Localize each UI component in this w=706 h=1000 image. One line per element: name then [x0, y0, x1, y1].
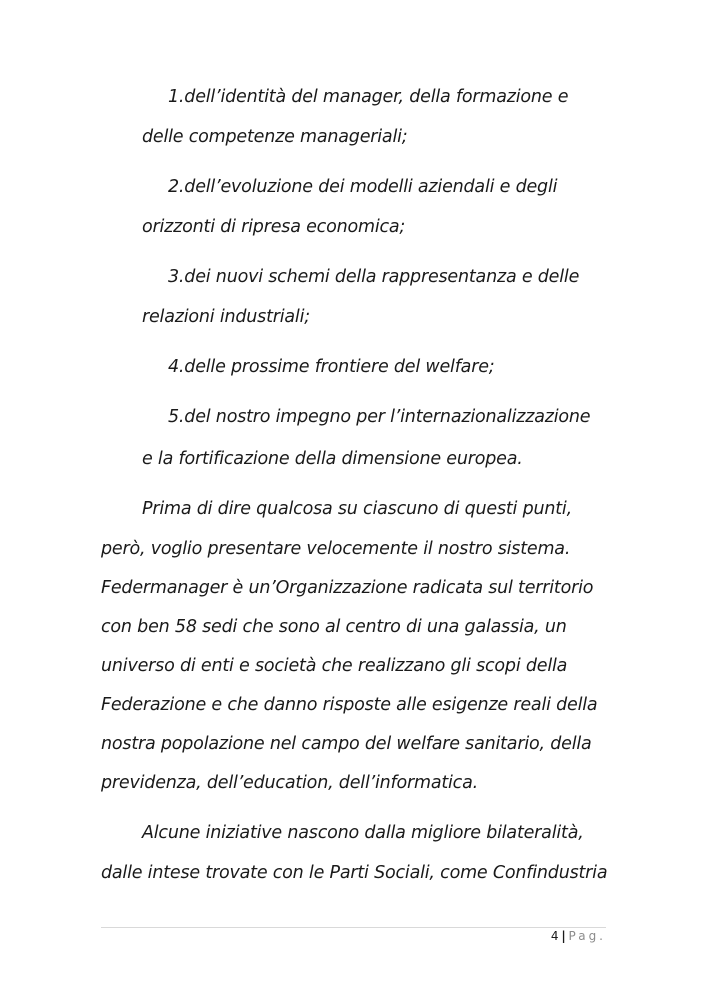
paragraph-1-line-1: Prima di dire qualcosa su ciascuno di questi punti, [142, 499, 572, 519]
list-item-3-line-2: relazioni industriali; [142, 307, 310, 327]
page-label: Pag. [568, 929, 606, 943]
paragraph-1-line-2: però, voglio presentare velocemente il nostro sistema. [101, 539, 571, 559]
list-item-1-line-2: delle competenze manageriali; [142, 127, 408, 147]
list-item-4-line-1: 4.delle prossime frontiere del welfare; [168, 357, 495, 377]
page-number: 4 [550, 929, 559, 943]
list-item-2-line-2: orizzonti di ripresa economica; [142, 217, 406, 237]
list-item-5-line-1: 5.del nostro impegno per l’internazionalizzazione [168, 407, 591, 427]
paragraph-1-line-4: con ben 58 sedi che sono al centro di una galassia, un [101, 617, 567, 637]
paragraph-2-line-2: dalle intese trovate con le Parti Sociali, come Confindustria [101, 863, 608, 883]
list-item-3-line-1: 3.dei nuovi schemi della rappresentanza e delle [168, 267, 580, 287]
paragraph-1-line-5: universo di enti e società che realizzano gli scopi della [101, 656, 568, 676]
footer-divider [101, 927, 606, 928]
list-item-2-line-1: 2.dell’evoluzione dei modelli aziendali e degli [168, 177, 558, 197]
paragraph-1-line-7: nostra popolazione nel campo del welfare sanitario, della [101, 734, 592, 754]
paragraph-1-line-8: previdenza, dell’education, dell’informatica. [101, 773, 478, 793]
list-item-5-line-2: e la fortificazione della dimensione europea. [142, 449, 523, 469]
paragraph-2-line-1: Alcune iniziative nascono dalla migliore bilateralità, [142, 823, 584, 843]
paragraph-1-line-6: Federazione e che danno risposte alle esigenze reali della [101, 695, 598, 715]
list-item-1-line-1: 1.dell’identità del manager, della formazione e [168, 87, 569, 107]
page-footer [551, 927, 606, 945]
paragraph-1-line-3: Federmanager è un’Organizzazione radicata sul territorio [101, 578, 594, 598]
footer-separator: | [561, 929, 566, 943]
